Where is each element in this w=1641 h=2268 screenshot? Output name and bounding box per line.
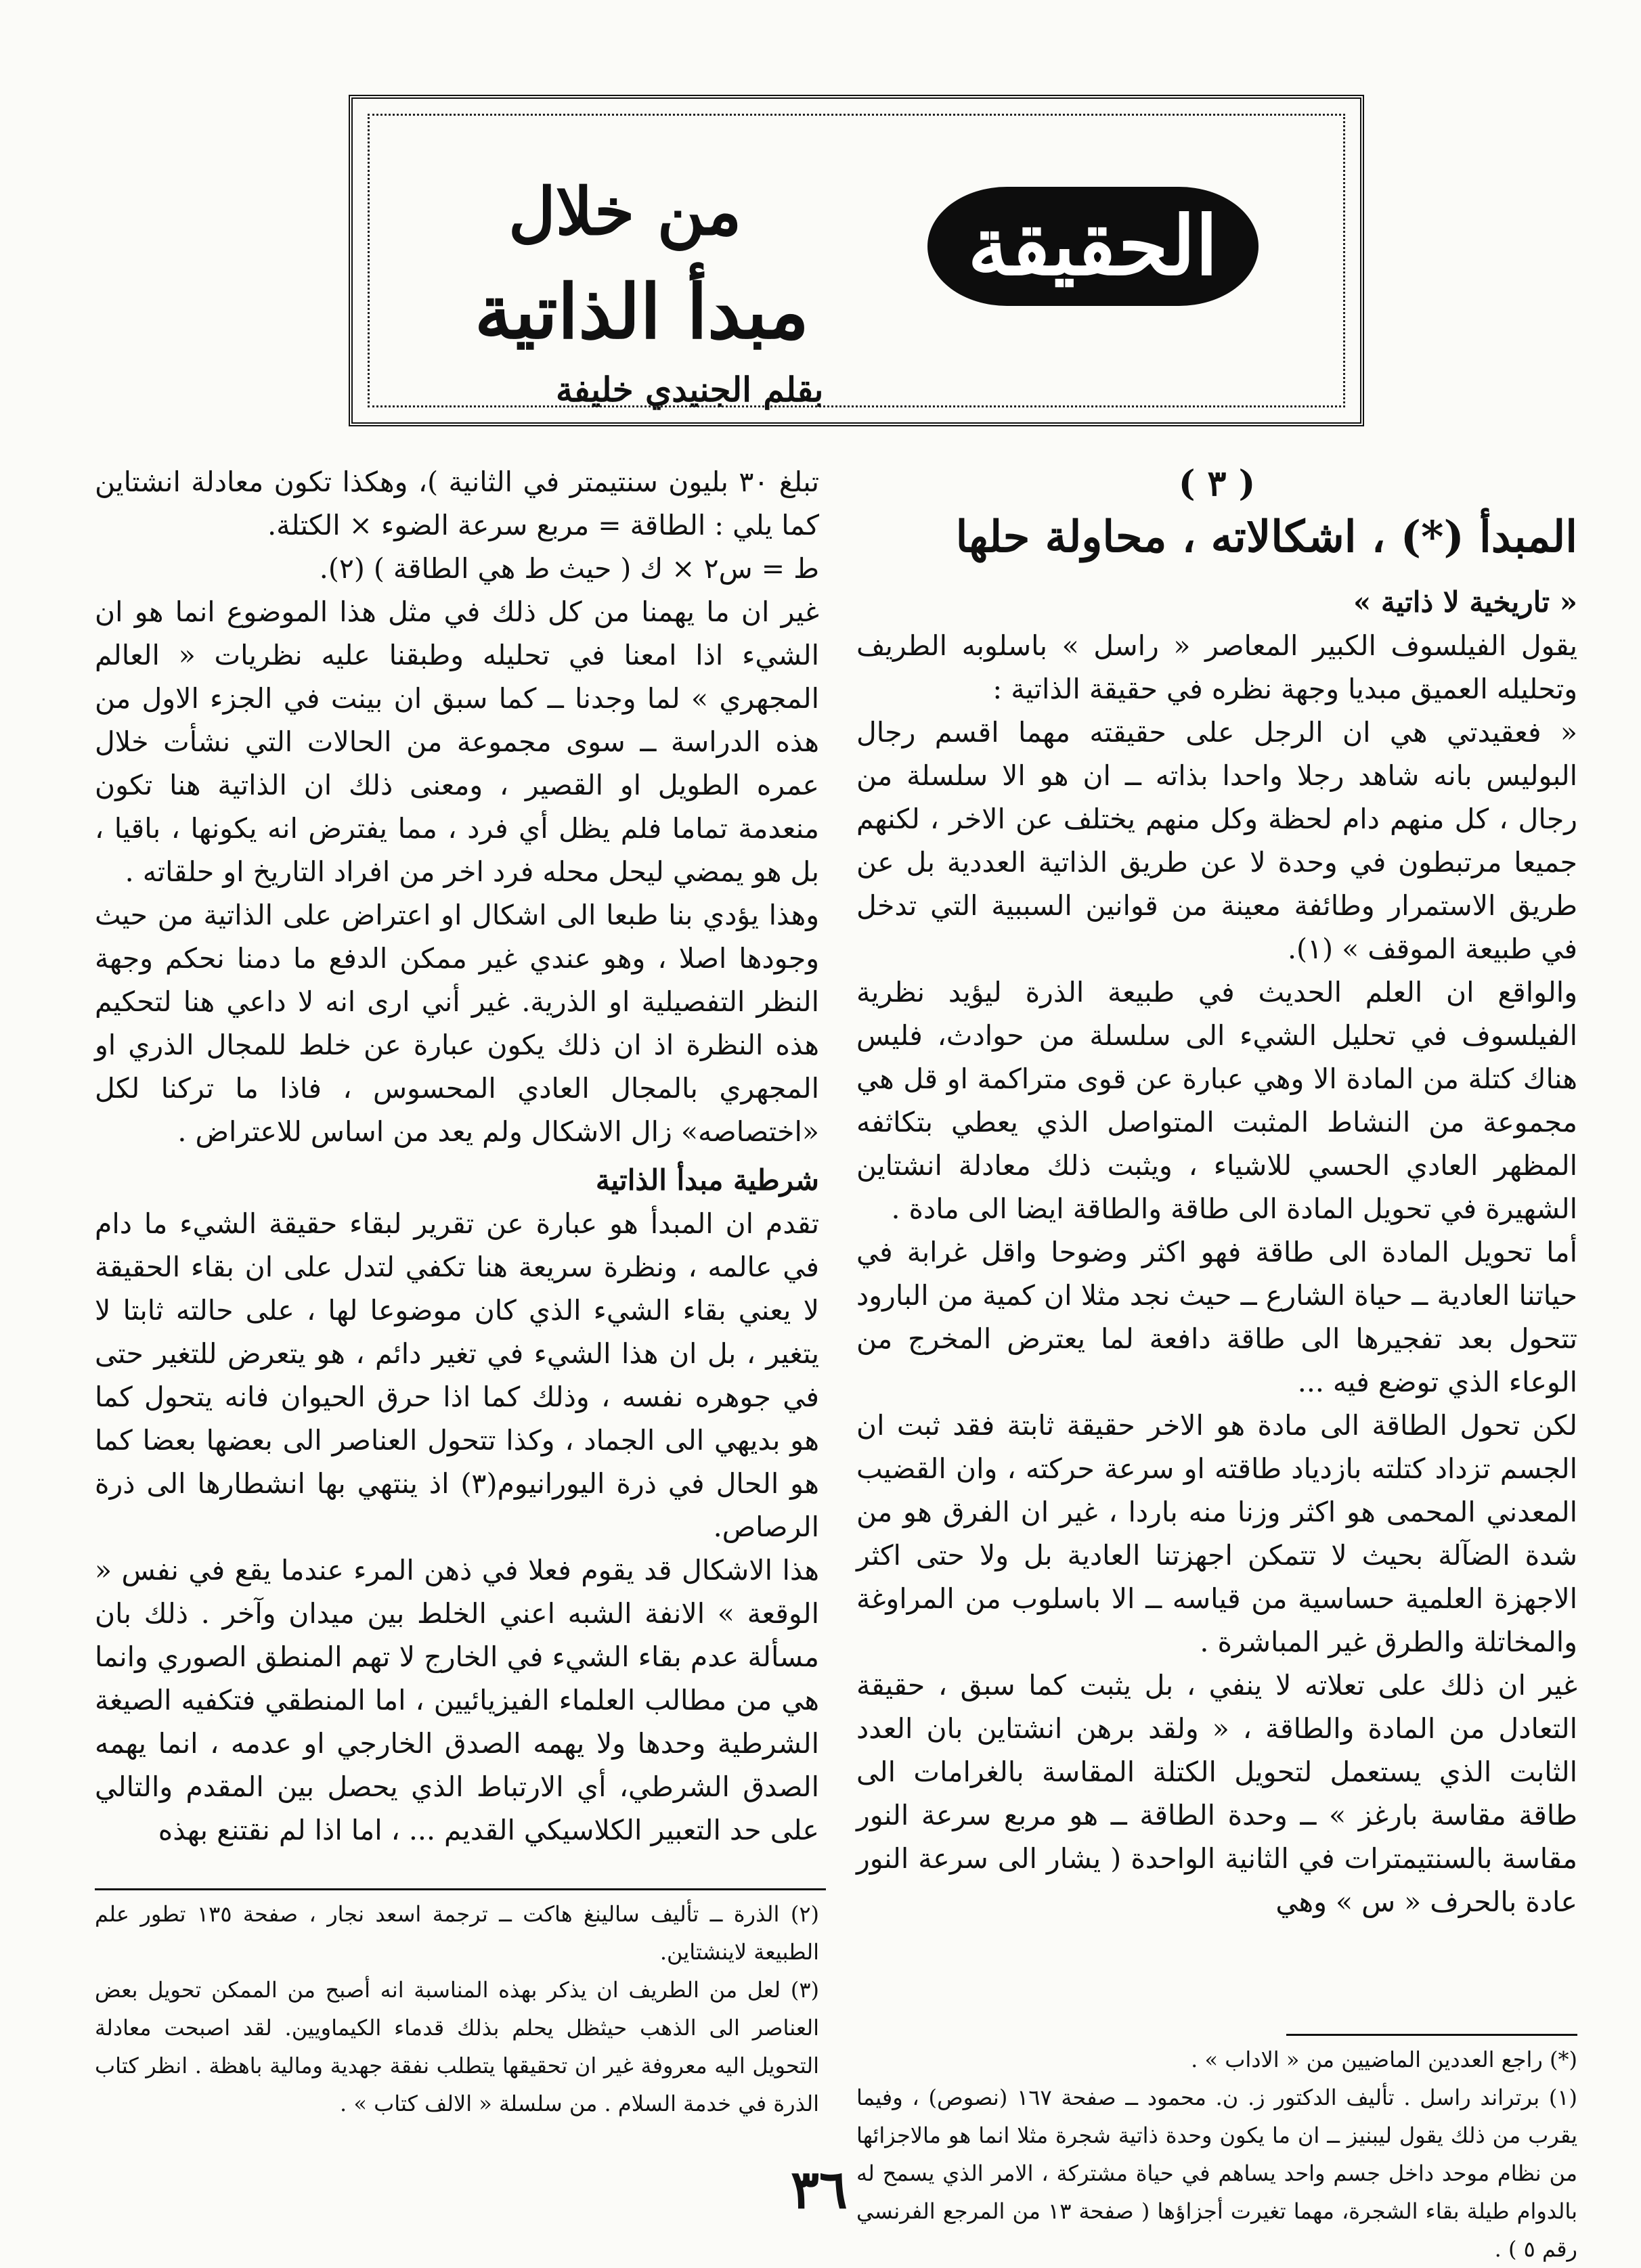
footnotes-left	[95, 1895, 819, 2122]
paragraph: غير ان ذلك على تعلاته لا ينفي ، بل يثبت كما سبق ، حقيقة التعادل من المادة والطاقة ، « ولقد برهن انشتاين بان العدد الثابت الذي يستعمل لتحويل الكتلة المقاسة بالغرامات الى طاقة مقاسة بارغز » ــ وحدة الطاقة ــ هو مربع سرعة النور مقاسة بالسنتيمترات في الثانية الواحدة ( يشار الى سرعة النور عادة بالحرف « س » وهي	[856, 1669, 1577, 1918]
title-line-1: من خلال	[508, 173, 742, 250]
article-title: الحقيقة	[927, 187, 1259, 306]
paragraph: لكن تحول الطاقة الى مادة هو الاخر حقيقة ثابتة فقد ثبت ان الجسم تزداد كتلته بازدياد طاقته او سرعة حركته ، وان القضيب المعدني المحمى هو اكثر وزنا منه باردا ، غير ان الفرق هو من شدة الضآلة بحيث لا تتمكن اجهزتنا العادية بل ولا حتى اكثر الاجهزة العلمية حساسية من قياسه ــ الا باسلوب من المراوغة والمخاتلة والطرق غير المباشرة .	[856, 1409, 1577, 1658]
section-number: ( ٣ )	[1178, 463, 1256, 504]
subheading: شرطية مبدأ الذاتية	[595, 1163, 819, 1197]
footnote: (٣) لعل من الطريف ان يذكر بهذه المناسبة انه أصبح من الممكن تحويل بعض العناصر الى الذهب حيثظل يحلم بذلك قدماء الكيماويين. لقد اصبحت معادلة التحويل اليه معروفة غير ان تحقيقها يتطلب نفقة جهدية ومالية باهظة . انظر كتاب الذرة في خدمة السلام . من سلسلة « الالف كتاب » .	[95, 1977, 820, 2116]
section-headline: المبدأ (*) ، اشكالاته ، محاولة حلها	[955, 512, 1577, 562]
left-column	[95, 460, 819, 1852]
equation: ط = س٢ × ك ( حيث ط هي الطاقة ) (٢).	[319, 552, 819, 585]
paragraph: غير ان ما يهمنا من كل ذلك في مثل هذا الموضوع انما هو ان الشيء اذا امعنا في تحليله وطبقنا عليه نظريات « العالم المجهري » لما وجدنا ــ كما سبق ان بينت في الجزء الاول من هذه الدراسة ــ سوى مجموعة من الحالات التي نشأت خلال عمره الطويل او القصير ، ومعنى ذلك ان الذاتية هنا تكون منعدمة تماما فلم يظل أي فرد ، مما يفترض انه يكونها ، باقيا ، بل هو يمضي ليحل محله فرد اخر من افراد التاريخ او حلقاته .	[95, 596, 819, 888]
paragraph: والواقع ان العلم الحديث في طبيعة الذرة ليؤيد نظرية الفيلسوف في تحليل الشيء الى سلسلة من حوادث، فليس هناك كتلة من المادة الا وهي عبارة عن قوى متراكمة او قل هي مجموعة من النشاط المثبت المتواصل الذي يعطي بتكاثفه المظهر العادي الحسي للاشياء ، ويثبت ذلك معادلة انشتاين الشهيرة في تحويل المادة الى طاقة والطاقة ايضا الى مادة .	[856, 976, 1577, 1225]
paragraph: تقدم ان المبدأ هو عبارة عن تقرير لبقاء حقيقة الشيء ما دام في عالمه ، ونظرة سريعة هنا تكفي لتدل على ان بقاء الحقيقة لا يعني بقاء الشيء الذي كان موضوعا لها ، على حالته ثابتا لا يتغير ، بل ان هذا الشيء في تغير دائم ، هو يتعرض للتغير حتى في جوهره نفسه ، وذلك كما اذا حرق الحيوان فانه يتحول كما هو بديهي الى الجماد ، وكذا تتحول العناصر الى بعضها بعضا كما هو الحال في ذرة اليورانيوم(٣) اذ ينتهي بها انشطارها الى ذرة الرصاص.	[95, 1207, 819, 1543]
paragraph: تبلغ ٣٠ بليون سنتيمتر في الثانية )، وهكذا تكون معادلة انشتاين كما يلي : الطاقة = مربع سرعة الضوء × الكتلة.	[95, 466, 819, 541]
right-column	[856, 460, 1577, 1924]
paragraph: « فعقيدتي هي ان الرجل على حقيقته مهما اقسم رجال البوليس بانه شاهد رجلا واحدا بذاته ــ ان هو الا سلسلة من رجال ، كل منهم دام لحظة وكل منهم يختلف عن الاخر ، لكنهم جميعا مرتبطون في وحدة لا عن طريق الذاتية العددية بل عن طريق الاستمرار وطائفة معينة من قوانين السببية التي تدخل في طبيعة الموقف » (١).	[856, 716, 1577, 965]
footnote-rule-right	[1286, 2034, 1577, 2036]
author-byline: بقلم الجنيدي خليفة	[556, 370, 824, 409]
page-number: ٣٦	[791, 2159, 848, 2221]
paragraph: أما تحويل المادة الى طاقة فهو اكثر وضوحا واقل غرابة في حياتنا العادية ــ حياة الشارع ــ حيث نجد مثلا ان كمية من البارود تتحول بعد تفجيرها الى طاقة دافعة لما يعترض المخرج من الوعاء الذي توضع فيه ...	[856, 1236, 1577, 1398]
title-line-2: مبدأ الذاتية	[475, 268, 809, 355]
footnote: (١) برتراند راسل . تأليف الدكتور ز. ن. محمود ــ صفحة ١٦٧ (نصوص) ، وفيما يقرب من ذلك يقول ليبنيز ــ ان ما يكون وحدة ذاتية شجرة مثلا انما هو مالاجزائها من نظام موحد داخل جسم واحد يساهم في حياة مشتركة ، الامر الذي يسمح له بالدوام طيلة بقاء الشجرة، مهما تغيرت أجزاؤها ( صفحة ١٣ من المرجع الفرنسي رقم ٥ ) .	[856, 2085, 1578, 2262]
footnote: (*) راجع العددين الماضيين من « الاداب » .	[1191, 2047, 1577, 2072]
footnote: (٢) الذرة ــ تأليف سالينغ هاكت ــ ترجمة اسعد نجار ، صفحة ١٣٥ تطور علم الطبيعة لاينشتاين.	[95, 1901, 820, 1965]
footnote-rule-left	[95, 1888, 826, 1890]
title-frame	[349, 95, 1364, 426]
footnotes-right	[856, 2041, 1577, 2268]
paragraph: يقول الفيلسوف الكبير المعاصر « راسل » باسلوبه الطريف وتحليله العميق مبديا وجهة نظره في حقيقة الذاتية :	[856, 629, 1577, 705]
paragraph: هذا الاشكال قد يقوم فعلا في ذهن المرء عندما يقع في نفس « الوقعة » الانفة الشبه اعني الخلط بين ميدان وآخر . ذلك بان مسألة عدم بقاء الشيء في الخارج لا تهم المنطق الصوري وانما هي من مطالب العلماء الفيزيائيين ، اما المنطقي فتكفيه الصيغة الشرطية وحدها ولا يهمه الصدق الخارجي او عدمه ، انما يهمه الصدق الشرطي، أي الارتباط الذي يحصل بين المقدم والتالي على حد التعبير الكلاسيكي القديم ... ، اما اذا لم نقتنع بهذه	[95, 1554, 819, 1846]
paragraph: وهذا يؤدي بنا طبعا الى اشكال او اعتراض على الذاتية من حيث وجودها اصلا ، وهو عندي غير ممكن الدفع ما دمنا نحكم وجهة النظر التفصيلية او الذرية. غير أني ارى انه لا داعي هنا لتحكيم هذه النظرة اذ ان ذلك يكون عبارة عن خلط للمجال الذري او المجهري بالمجال العادي المحسوس ، فاذا ما تركنا لكل «اختصاصه» زال الاشكال ولم يعد من اساس للاعتراض .	[95, 899, 819, 1148]
subheading: « تاريخية لا ذاتية »	[1353, 585, 1577, 619]
